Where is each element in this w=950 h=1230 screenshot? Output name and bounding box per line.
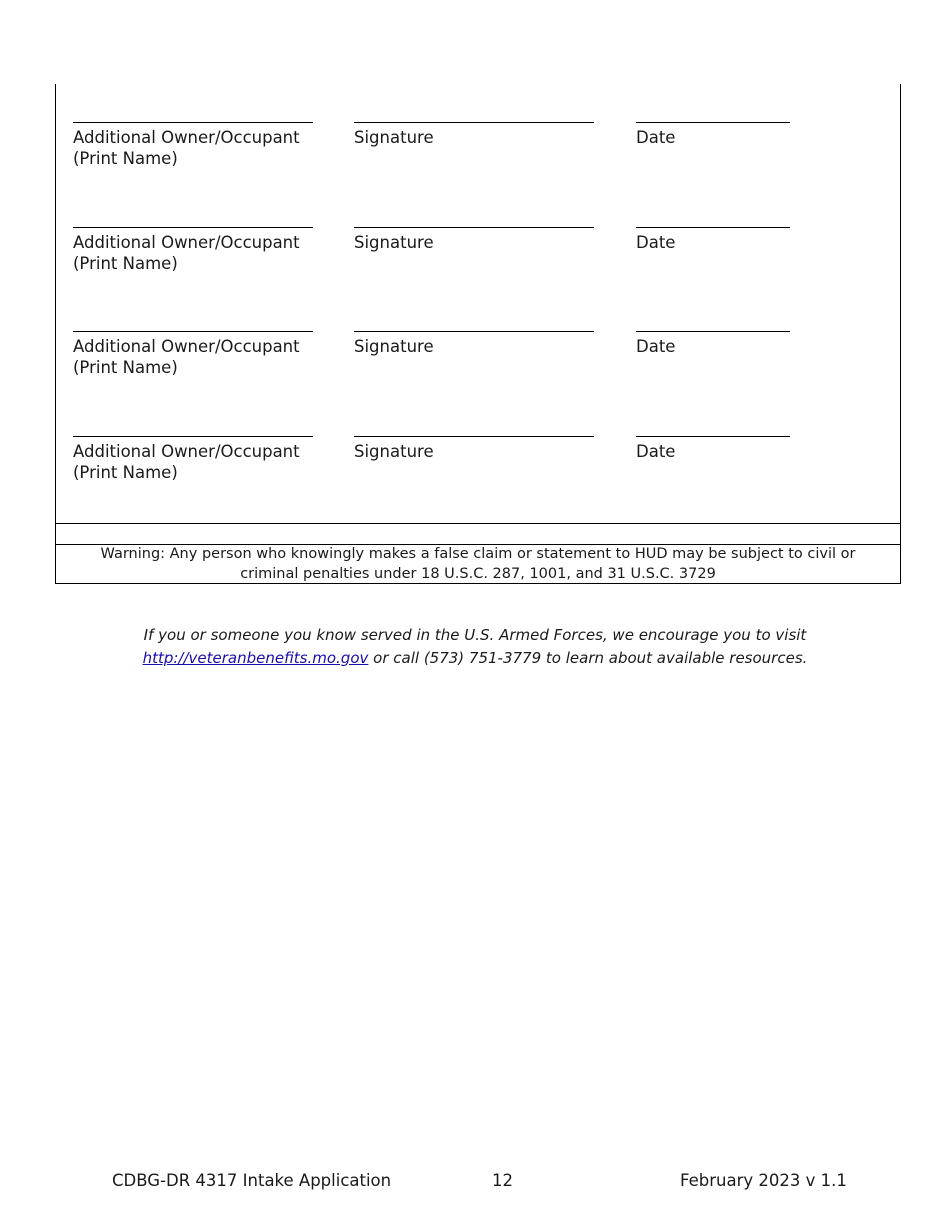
signature-line[interactable] bbox=[354, 227, 594, 228]
signature-line[interactable] bbox=[354, 436, 594, 437]
date-line[interactable] bbox=[636, 227, 790, 228]
print-name-label: Additional Owner/Occupant (Print Name) bbox=[73, 233, 300, 273]
signature-line[interactable] bbox=[354, 331, 594, 332]
print-name-line[interactable] bbox=[73, 331, 313, 332]
date-line[interactable] bbox=[636, 436, 790, 437]
date-line[interactable] bbox=[636, 122, 790, 123]
signature-row bbox=[73, 122, 873, 202]
signature-label: Signature bbox=[354, 128, 434, 147]
date-label: Date bbox=[636, 233, 676, 252]
signature-row bbox=[73, 331, 873, 411]
date-label: Date bbox=[636, 337, 676, 356]
print-name-line[interactable] bbox=[73, 436, 313, 437]
signature-label: Signature bbox=[354, 337, 434, 356]
date-label: Date bbox=[636, 128, 676, 147]
signature-row bbox=[73, 227, 873, 307]
print-name-label: Additional Owner/Occupant (Print Name) bbox=[73, 128, 300, 168]
signature-row bbox=[73, 436, 873, 516]
print-name-label: Additional Owner/Occupant (Print Name) bbox=[73, 442, 300, 482]
footer-page-number: 12 bbox=[492, 1171, 513, 1190]
signature-line[interactable] bbox=[354, 122, 594, 123]
date-line[interactable] bbox=[636, 331, 790, 332]
print-name-line[interactable] bbox=[73, 227, 313, 228]
date-label: Date bbox=[636, 442, 676, 461]
hud-warning-text: Warning: Any person who knowingly makes a false claim or statement to HUD may be subject to civil or criminal penalties under 18 U.S.C. 287, 1001, and 31 U.S.C. 3729 bbox=[100, 546, 856, 582]
signature-label: Signature bbox=[354, 442, 434, 461]
footer-document-title: CDBG-DR 4317 Intake Application bbox=[112, 1171, 392, 1190]
veteran-benefits-link[interactable]: http://veteranbenefits.mo.gov bbox=[142, 649, 369, 667]
veterans-note: If you or someone you know served in the U.S. Armed Forces, we encourage you to visit http://veteranbenefits.mo.gov or call (573) 751-3779 to learn about available resources. bbox=[142, 626, 808, 667]
print-name-line[interactable] bbox=[73, 122, 313, 123]
signature-label: Signature bbox=[354, 233, 434, 252]
signature-section bbox=[55, 84, 901, 584]
footer-version: February 2023 v 1.1 bbox=[680, 1171, 847, 1190]
print-name-label: Additional Owner/Occupant (Print Name) bbox=[73, 337, 300, 377]
divider bbox=[56, 523, 900, 524]
